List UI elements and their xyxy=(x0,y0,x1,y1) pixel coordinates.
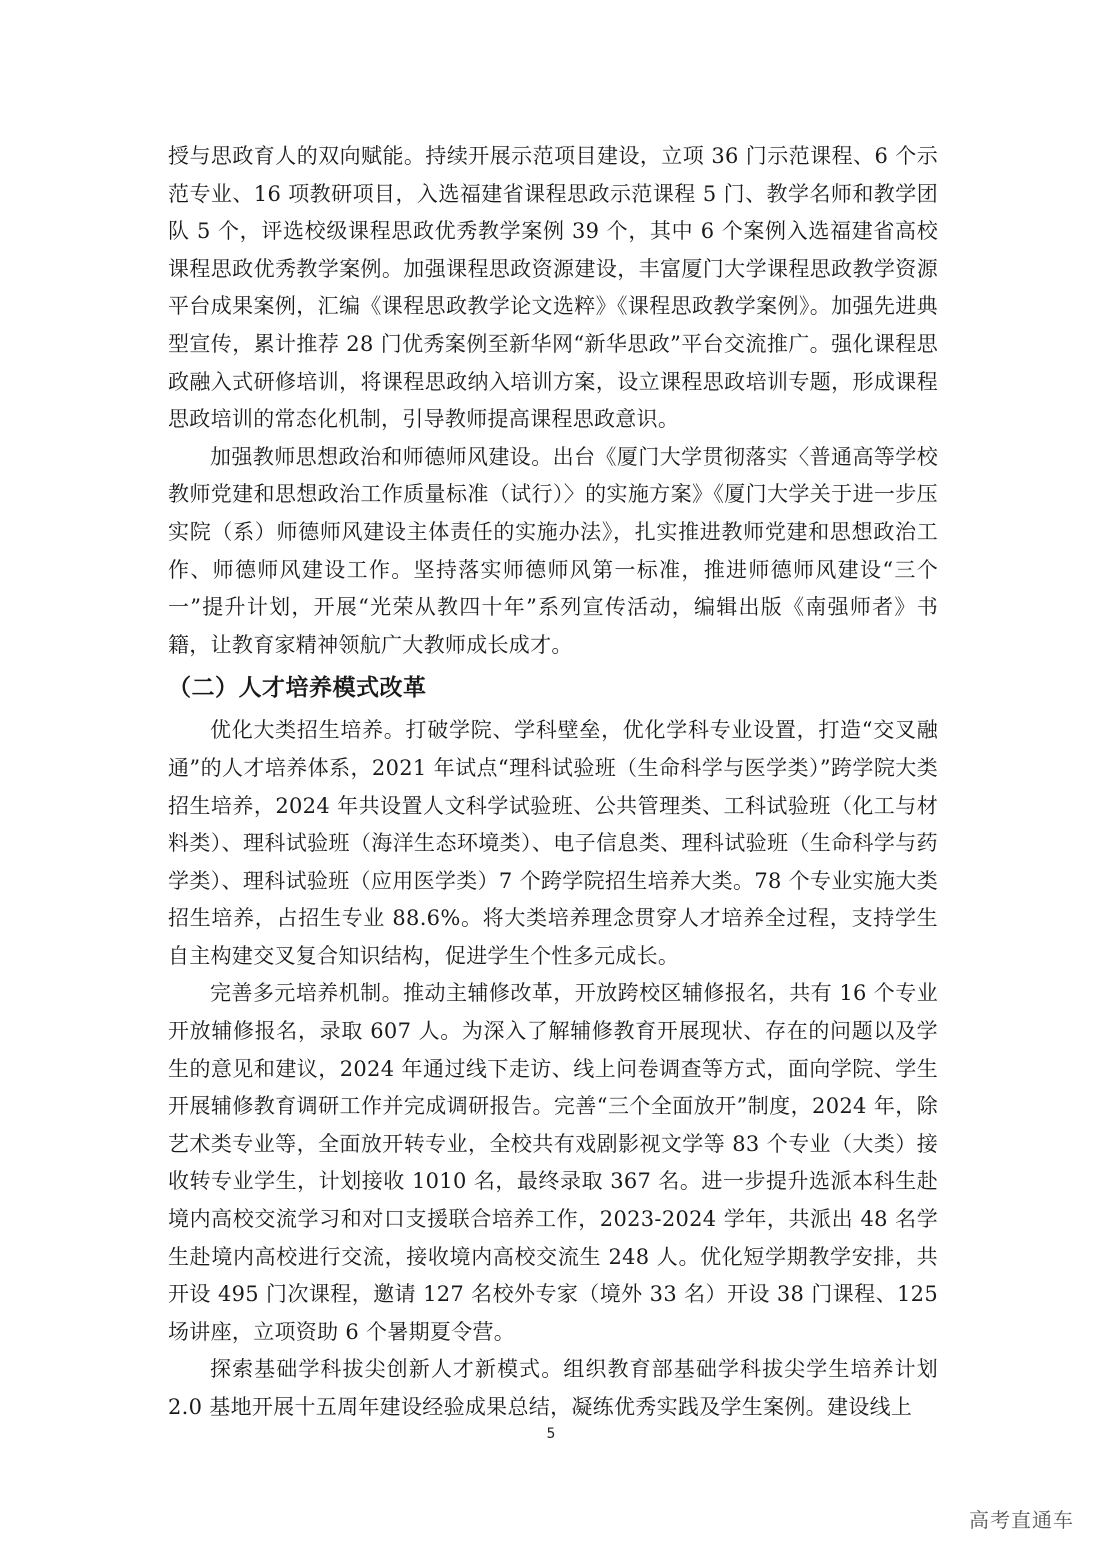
watermark: 高考直通车 xyxy=(969,1508,1074,1532)
paragraph-4: 完善多元培养机制。推动主辅修改革，开放跨校区辅修报名，共有 16 个专业开放辅修报名，录取 607 人。为深入了解辅修教育开展现状、存在的问题以及学生的意见和建议，2024 年通过线下走访、线上问卷调查等方式，面向学院、学生开展辅修教育调研工作并完成调研报告。完善“三个全面放开”制度，2024 年，除艺术类专业等，全面放开转专业，全校共有戏剧影视文学等 83 个专业（大类）接收转专业学生，计划接收 1010 名，最终录取 367 名。进一步提升选派本科生赴境内高校交流学习和对口支援联合培养工作，2023-2024 学年，共派出 48 名学生赴境内高校进行交流，接收境内高校交流生 248 人。优化短学期教学安排，共开设 495 门次课程，邀请 127 名校外专家（境外 33 名）开设 38 门课程、125 场讲座，立项资助 6 个暑期夏令营。 xyxy=(168,981,938,1344)
paragraph-3: 优化大类招生培养。打破学院、学科壁垒，优化学科专业设置，打造“交叉融通”的人才培养体系，2021 年试点“理科试验班（生命科学与医学类）”跨学院大类招生培养，2024 年共设置人文科学试验班、公共管理类、工科试验班（化工与材料类）、理科试验班（海洋生态环境类）、电子信息类、理科试验班（生命科学与药学类）、理科试验班（应用医学类）7 个跨学院招生培养大类。78 个专业实施大类招生培养，占招生专业 88.6%。将大类培养理念贯穿人才培养全过程，支持学生自主构建交叉复合知识结构，促进学生个性多元成长。 xyxy=(168,718,938,968)
document-body xyxy=(168,138,938,1427)
section-heading: （二）人才培养模式改革 xyxy=(168,675,427,702)
paragraph-5: 探索基础学科拔尖创新人才新模式。组织教育部基础学科拔尖学生培养计划 2.0 基地开展十五周年建设经验成果总结，凝练优秀实践及学生案例。建设线上 xyxy=(168,1357,938,1419)
paragraph-1: 授与思政育人的双向赋能。持续开展示范项目建设，立项 36 门示范课程、6 个示范专业、16 项教研项目，入选福建省课程思政示范课程 5 门、教学名师和教学团队 5 个，评选校级课程思政优秀教学案例 39 个，其中 6 个案例入选福建省高校课程思政优秀教学案例。加强课程思政资源建设，丰富厦门大学课程思政教学资源平台成果案例，汇编《课程思政教学论文选粹》《课程思政教学案例》。加强先进典型宣传，累计推荐 28 门优秀案例至新华网“新华思政”平台交流推广。强化课程思政融入式研修培训，将课程思政纳入培训方案，设立课程思政培训专题，形成课程思政培训的常态化机制，引导教师提高课程思政意识。 xyxy=(168,144,938,432)
page-number: 5 xyxy=(546,1426,556,1442)
paragraph-2: 加强教师思想政治和师德师风建设。出台《厦门大学贯彻落实〈普通高等学校教师党建和思想政治工作质量标准（试行）〉的实施方案》《厦门大学关于进一步压实院（系）师德师风建设主体责任的实施办法》，扎实推进教师党建和思想政治工作、师德师风建设工作。坚持落实师德师风第一标准，推进师德师风建设“三个一”提升计划，开展“光荣从教四十年”系列宣传活动，编辑出版《南强师者》书籍，让教育家精神领航广大教师成长成才。 xyxy=(168,444,938,657)
